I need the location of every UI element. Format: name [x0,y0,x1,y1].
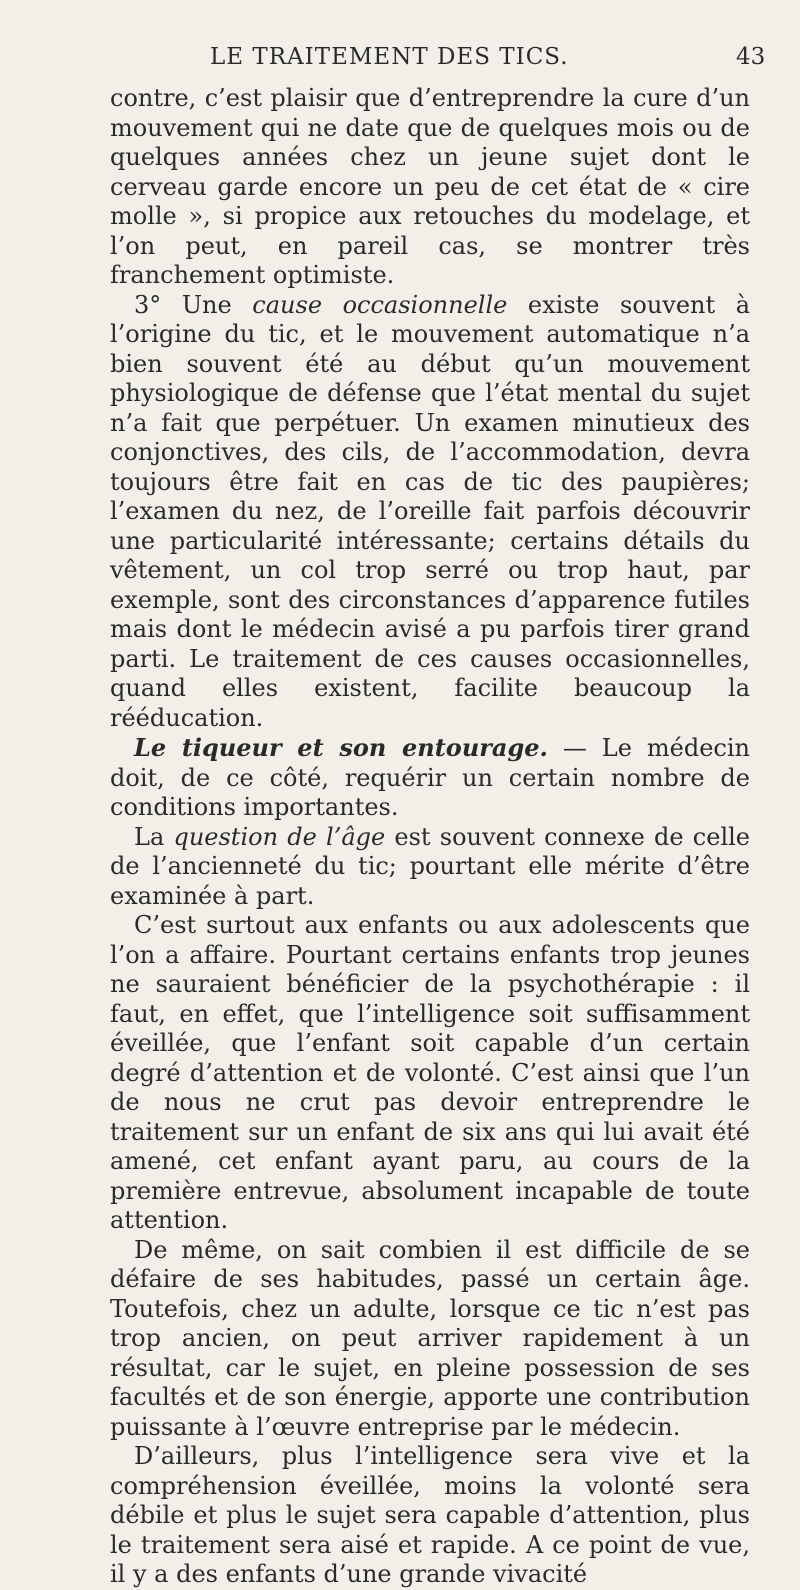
item-number: 3° Une [134,290,253,319]
page-header [0,44,800,80]
paragraph-cause-occasionnelle [110,291,750,734]
paragraph-text: est souvent connexe de celle de l’ancienneté du tic; pourtant elle mérite d’être examinée à part. [110,822,751,910]
paragraph-continuation: contre, c’est plaisir que d’entreprendre la cure d’un mouvement qui ne date que de quelques mois ou de quelques années chez un jeune sujet dont le cerveau garde encore un peu de cet état de « cire molle », si propice aux retouches du modelage, et l’on peut, en pareil cas, se montrer très franchement optimiste. [110,84,750,289]
emphasis-question-age: question de l’âge [173,822,386,851]
emphasis-cause-occasionnelle: cause occasionnelle [252,290,508,319]
body-text [110,84,750,1590]
page-number: 43 [736,44,766,70]
paragraph-enfants: C’est surtout aux enfants ou aux adolescents que l’on a affaire. Pourtant certains enfants trop jeunes ne sauraient bénéficier de la psychothérapie : il faut, en effet, que l’intelligence soit suffisamment éveillée, que l’enfant soit capable d’un certain degré d’attention et de volonté. C’est ainsi que l’un de nous ne crut pas devoir entreprendre le traitement sur un enfant de six ans qui lui avait été amené, cet enfant ayant paru, au cours de la première entrevue, absolument incapable de toute attention. [110,911,750,1234]
paragraph-question-age [110,823,750,912]
paragraph-habitudes: De même, on sait combien il est difficile de se défaire de ses habitudes, passé un certain âge. Toutefois, chez un adulte, lorsque ce tic n’est pas trop ancien, on peut arriver rapidement à un résultat, car le sujet, en pleine possession de ses facultés et de son énergie, apporte une contribution puissante à l’œuvre entreprise par le médecin. [110,1235,750,1441]
paragraph-intelligence: D’ailleurs, plus l’intelligence sera vive et la compréhension éveillée, moins la volonté sera débile et plus le sujet sera capable d’attention, plus le traitement sera aisé et rapide. A ce point de vue, il y a des enfants d’une grande vivacité [110,1442,750,1588]
paragraph-lead: La [134,822,174,851]
paragraph-tiqueur [110,733,750,823]
running-head: LE TRAITEMENT DES TICS. [210,44,569,70]
section-heading: Le tiqueur et son entourage. [134,733,548,762]
paragraph-text: — Le médecin doit, de ce côté, requérir un certain nombre de conditions importantes. [110,734,750,821]
paragraph-text: existe souvent à l’origine du tic, et le mouvement automatique n’a bien souvent été au début qu’un mouvement physiologique de défense que l’état mental du sujet n’a fait que perpétuer. Un examen minutieux des conjonctives, des cils, de l’accommodation, devra toujours être fait en cas de tic des paupières; l’examen du nez, de l’oreille fait parfois découvrir une particularité intéressante; certains détails du vêtement, un col trop serré ou trop haut, par exemple, sont des circonstances d’apparence futiles mais dont le médecin avisé a pu parfois tirer grand parti. Le traitement de ces causes occasionnelles, quand elles existent, facilite beaucoup la rééducation. [110,290,751,732]
